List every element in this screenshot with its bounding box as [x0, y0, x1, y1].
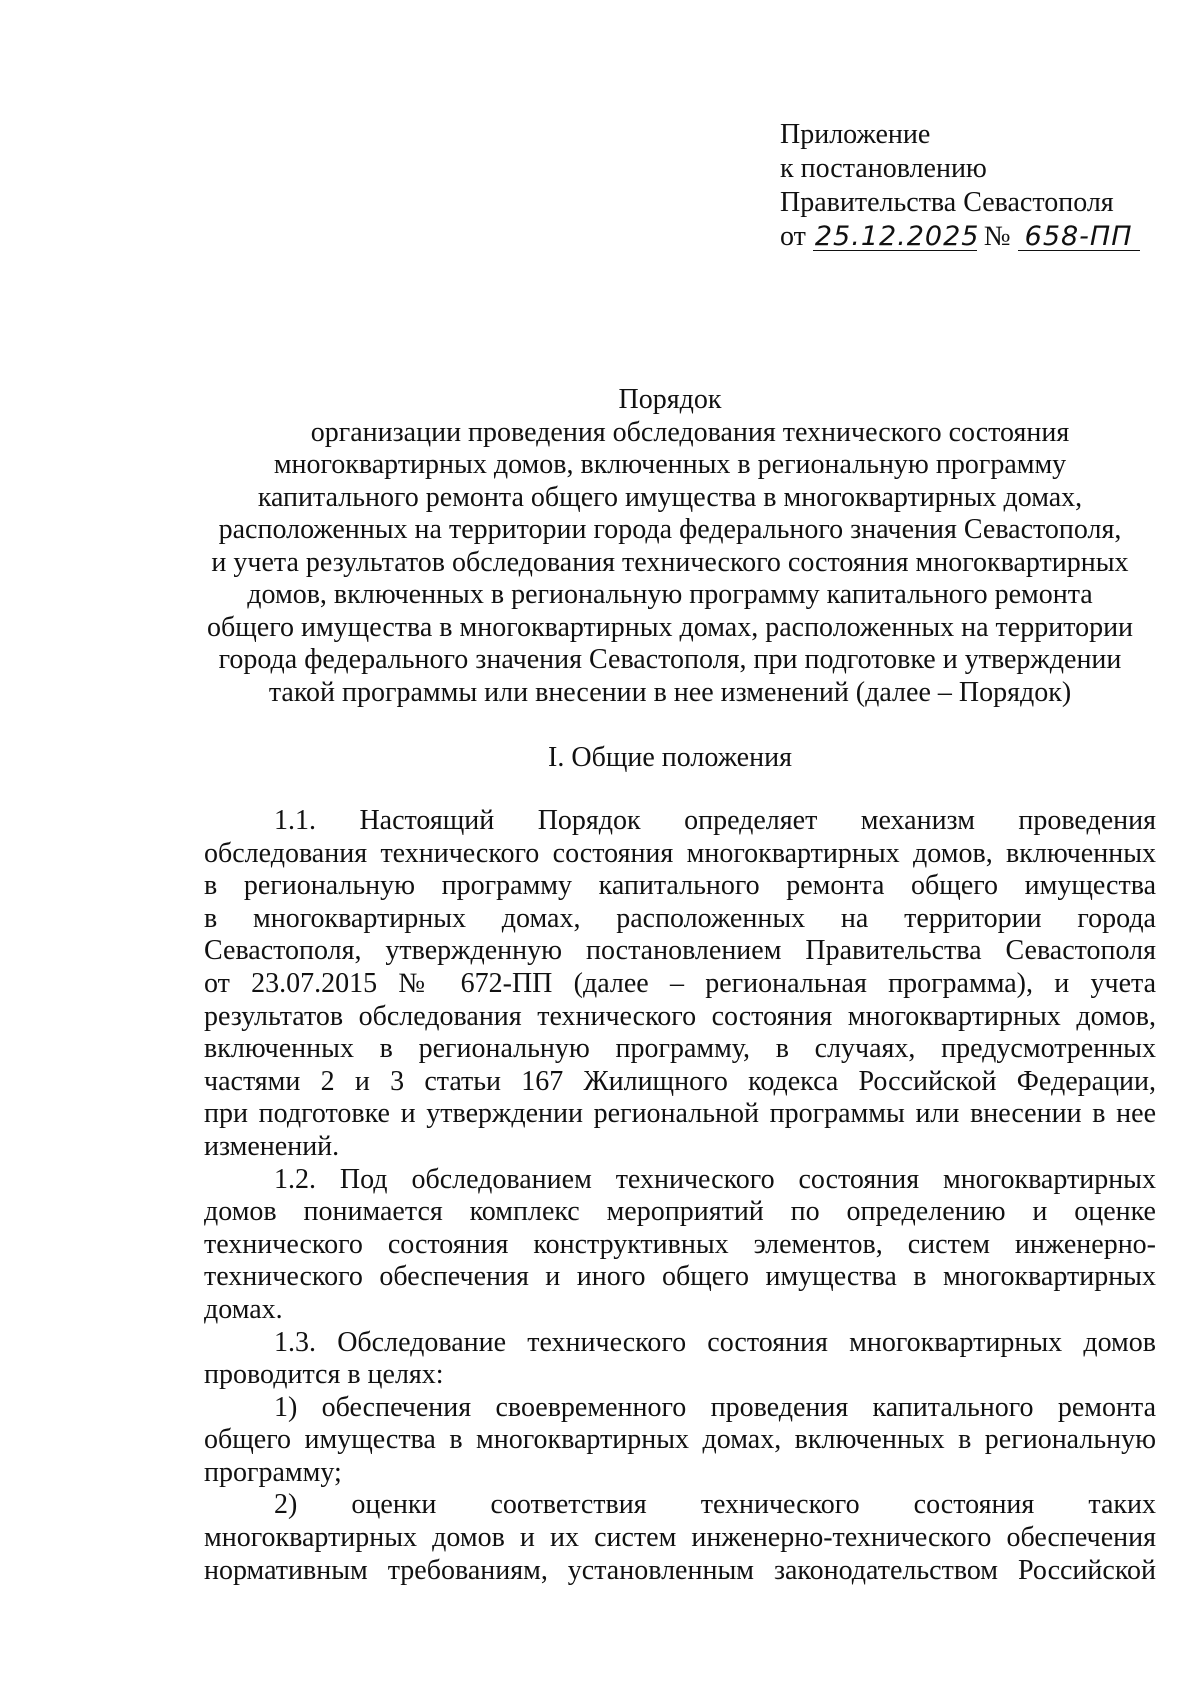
section-heading: I. Общие положения — [548, 742, 792, 773]
date-prefix: от — [780, 221, 806, 252]
paragraph-line: обследования технического состояния многоквартирных домов, включенных — [204, 837, 1156, 869]
title-line: капитального ремонта общего имущества в многоквартирных домах, — [257, 481, 1083, 513]
paragraph-line: в региональную программу капитального ремонта общего имущества — [204, 870, 1156, 902]
paragraph-line: в многоквартирных домах, расположенных на территории города — [204, 902, 1156, 934]
paragraph-line: частями 2 и 3 статьи 167 Жилищного кодекса Российской Федерации, — [204, 1065, 1156, 1097]
handwritten-date: 25.12.2025 — [814, 221, 980, 252]
paragraph-line: 1.2. Под обследованием технического состояния многоквартирных — [274, 1163, 1156, 1195]
title-heading: Порядок — [618, 384, 722, 415]
title-line: домов, включенных в региональную программу капитального ремонта — [247, 579, 1093, 610]
title-line: такой программы или внесении в нее изменений (далее – Порядок) — [268, 676, 1072, 708]
appendix-title: Приложение — [780, 119, 931, 150]
paragraph-line: изменений. — [204, 1130, 340, 1162]
paragraph-line: включенных в региональную программу, в случаях, предусмотренных — [204, 1033, 1156, 1065]
paragraph-line: 2) оценки соответствия технического состояния таких — [274, 1489, 1156, 1521]
title-line: многоквартирных домов, включенных в региональную программу — [273, 449, 1067, 480]
document-body — [204, 805, 1156, 1587]
paragraph-line: домах. — [204, 1293, 283, 1325]
appendix-government: Правительства Севастополя — [780, 187, 1114, 218]
paragraph-line: результатов обследования технического состояния многоквартирных домов, — [204, 1000, 1156, 1032]
handwritten-number: 658-ПП — [1018, 224, 1140, 251]
paragraph-line: многоквартирных домов и их систем инженерно-технического обеспечения — [204, 1522, 1156, 1554]
number-sign: № — [983, 221, 1011, 252]
paragraph-line: технического обеспечения и иного общего имущества в многоквартирных — [204, 1261, 1156, 1293]
paragraph-line: проводится в целях: — [204, 1359, 444, 1391]
title-line: общего имущества в многоквартирных домах, расположенных на территории — [206, 611, 1134, 643]
paragraph-line: 1) обеспечения своевременного проведения капитального ремонта — [274, 1391, 1156, 1423]
document-title — [160, 384, 1180, 709]
paragraph-line: нормативным требованиям, установленным законодательством Российской — [204, 1554, 1156, 1586]
paragraph-line: 1.1. Настоящий Порядок определяет механизм проведения — [274, 805, 1156, 836]
appendix-block — [780, 118, 1140, 254]
paragraph-line: технического состояния конструктивных элементов, систем инженерно- — [204, 1228, 1156, 1260]
paragraph-line: Севастополя, утвержденную постановлением Правительства Севастополя — [204, 935, 1156, 967]
title-line: расположенных на территории города федерального значения Севастополя, — [218, 514, 1122, 545]
paragraph-line: от 23.07.2015 № 672-ПП (далее – региональная программа), и учета — [204, 967, 1156, 999]
appendix-date-number — [780, 220, 1140, 254]
title-line: организации проведения обследования технического состояния — [310, 416, 1070, 448]
title-line: и учета результатов обследования технического состояния многоквартирных — [211, 546, 1129, 578]
paragraph-line: 1.3. Обследование технического состояния многоквартирных домов — [274, 1326, 1156, 1358]
paragraph-line: при подготовке и утверждении региональной программы или внесении в нее — [204, 1098, 1156, 1130]
paragraph-line: общего имущества в многоквартирных домах, включенных в региональную — [204, 1424, 1156, 1456]
paragraph-line: домов понимается комплекс мероприятий по определению и оценке — [204, 1196, 1156, 1228]
title-line: города федерального значения Севастополя, при подготовке и утверждении — [218, 644, 1122, 675]
appendix-resolution-ref: к постановлению — [780, 153, 987, 184]
paragraph-line: программу; — [204, 1456, 342, 1488]
